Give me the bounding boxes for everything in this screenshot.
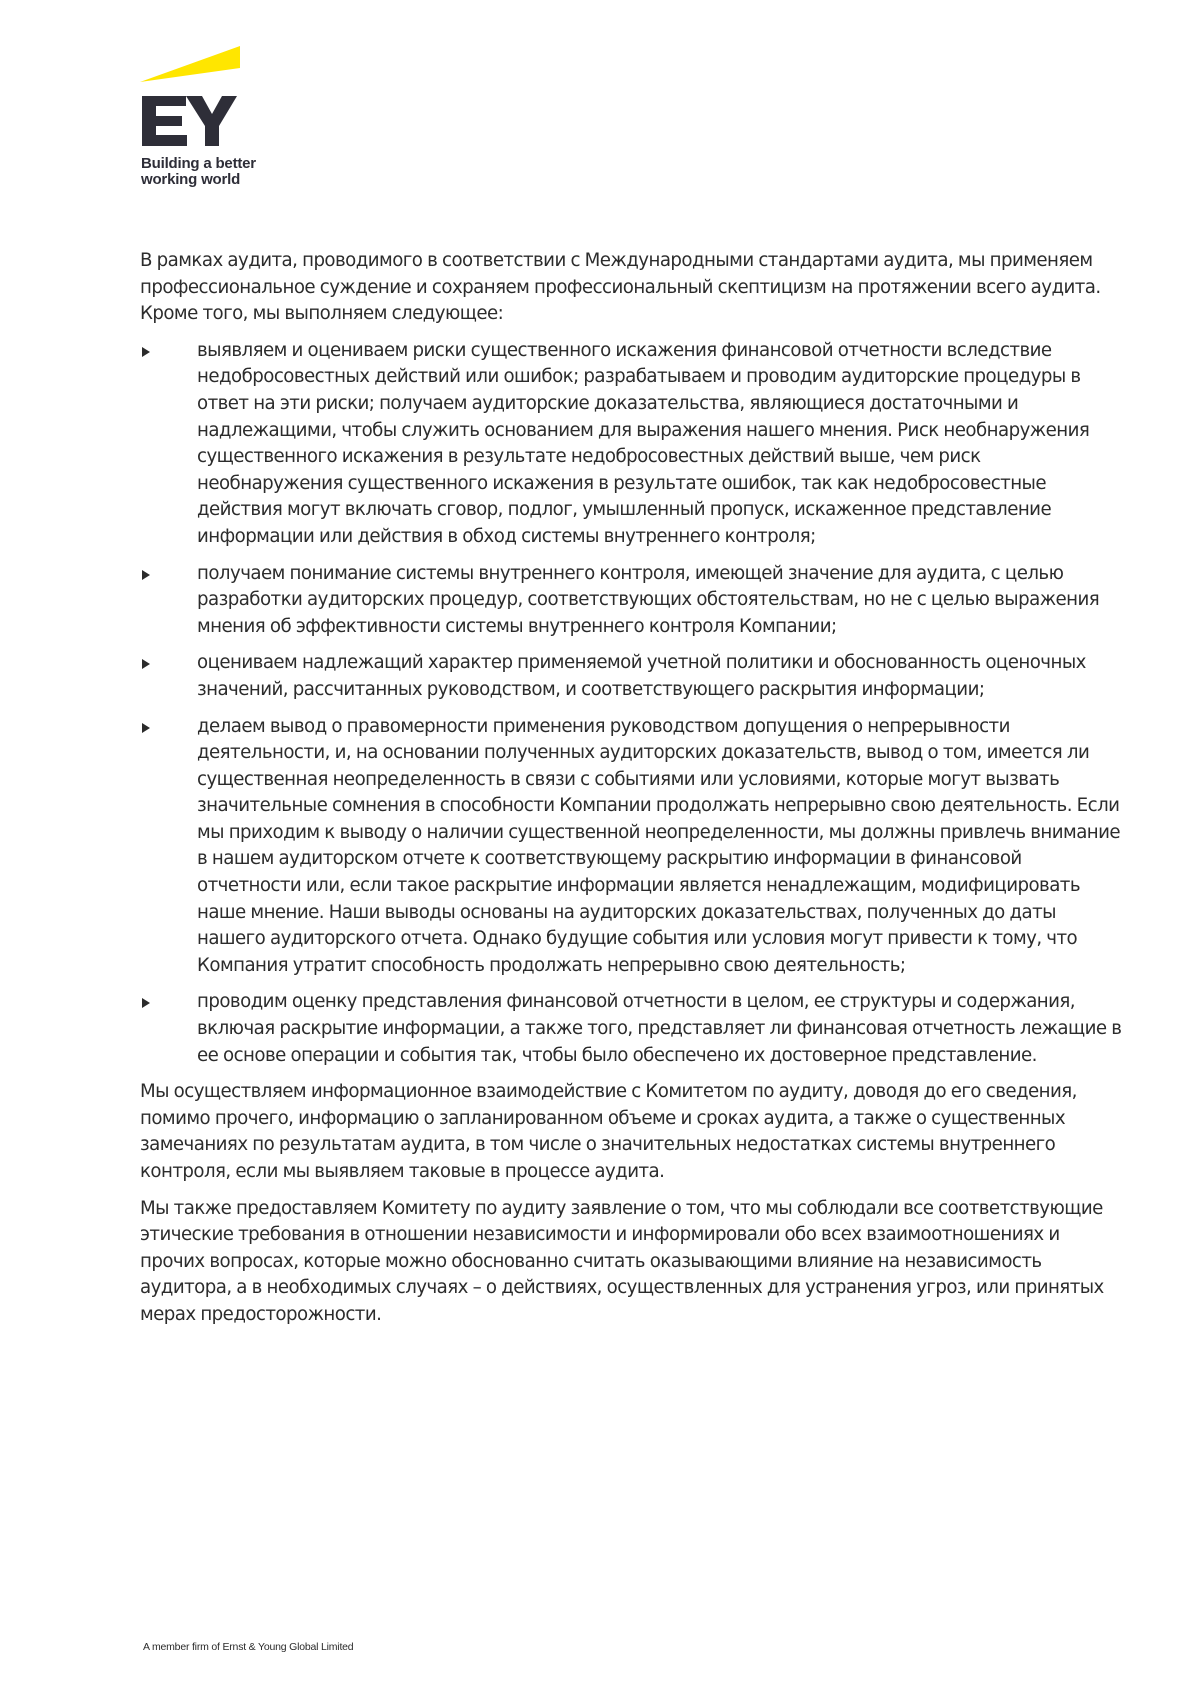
triangle-bullet-icon	[142, 347, 150, 357]
list-item	[140, 714, 1125, 980]
list-item-text: проводим оценку представления финансовой отчетности в целом, ее структуры и содержания, включая раскрытие информации, а также того, представляет ли финансовая отчетность лежащие в ее основе операции и события так, чтобы было обеспечено их достоверное представление.	[197, 991, 1122, 1066]
independence-paragraph: Мы также предоставляем Комитету по аудиту заявление о том, что мы соблюдали все соответствующие этические требования в отношении независимости и информировали обо всех взаимоотношениях и прочих вопросах, которые можно обоснованно считать оказывающими влияние на независимость аудитора, а в необходимых случаях – о действиях, осуществленных для устранения угроз, или принятых мерах предосторожности.	[140, 1197, 1104, 1325]
tagline-line-2: working world	[141, 171, 241, 188]
intro-paragraph: В рамках аудита, проводимого в соответствии с Международными стандартами аудита, мы применяем профессиональное суждение и сохраняем профессиональный скептицизм на протяжении всего аудита. Кроме того, мы выполняем следующее:	[140, 250, 1101, 325]
triangle-bullet-icon	[142, 570, 150, 580]
list-item	[140, 650, 1125, 703]
list-item	[140, 338, 1125, 551]
communication-paragraph: Мы осуществляем информационное взаимодействие с Комитетом по аудиту, доводя до его сведения, помимо прочего, информацию о запланированном объеме и сроках аудита, а также о существенных замечаниях по результатам аудита, в том числе о значительных недостатках системы внутреннего контроля, если мы выявляем таковые в процессе аудита.	[140, 1081, 1077, 1182]
list-item-text: получаем понимание системы внутреннего контроля, имеющей значение для аудита, с целью разработки аудиторских процедур, соответствующих обстоятельствам, но не с целью выражения мнения об эффективности системы внутреннего контроля Компании;	[197, 562, 1100, 637]
list-item	[140, 561, 1125, 641]
list-item	[140, 989, 1125, 1069]
list-item-text: оцениваем надлежащий характер применяемой учетной политики и обоснованность оценочных значений, рассчитанных руководством, и соответствующего раскрытия информации;	[197, 652, 1086, 700]
triangle-bullet-icon	[142, 723, 150, 733]
ey-logo-icon	[140, 44, 280, 154]
logo-tagline	[141, 156, 256, 188]
list-item-text: делаем вывод о правомерности применения руководством допущения о непрерывности деятельности, и, на основании полученных аудиторских доказательств, вывод о том, имеется ли существенная неопределенность в связи с событиями или условиями, которые могут вызвать значительные сомнения в способности Компании продолжать непрерывно свою деятельность. Если мы приходим к выводу о наличии существенной неопределенности, мы должны привлечь внимание в нашем аудиторском отчете к соответствующему раскрытию информации в финансовой отчетности или, если такое раскрытие информации является ненадлежащим, модифицировать наше мнение. Наши выводы основаны на аудиторских доказательствах, полученных до даты нашего аудиторского отчета. Однако будущие события или условия могут привести к тому, что Компания утратит способность продолжать непрерывно свою деятельность;	[197, 715, 1121, 976]
document-body	[140, 248, 1125, 1339]
footer-text: A member firm of Ernst & Young Global Limited	[143, 1641, 354, 1653]
tagline-line-1: Building a better	[141, 155, 256, 172]
triangle-bullet-icon	[142, 998, 150, 1008]
triangle-bullet-icon	[142, 659, 150, 669]
procedures-list	[140, 338, 1125, 1069]
list-item-text: выявляем и оцениваем риски существенного искажения финансовой отчетности вследствие недобросовестных действий или ошибок; разрабатываем и проводим аудиторские процедуры в ответ на эти риски; получаем аудиторские доказательства, являющиеся достаточными и надлежащими, чтобы служить основанием для выражения нашего мнения. Риск необнаружения существенного искажения в результате недобросовестных действий выше, чем риск необнаружения существенного искажения в результате ошибок, так как недобросовестные действия могут включать сговор, подлог, умышленный пропуск, искаженное представление информации или действия в обход системы внутреннего контроля;	[197, 339, 1090, 547]
